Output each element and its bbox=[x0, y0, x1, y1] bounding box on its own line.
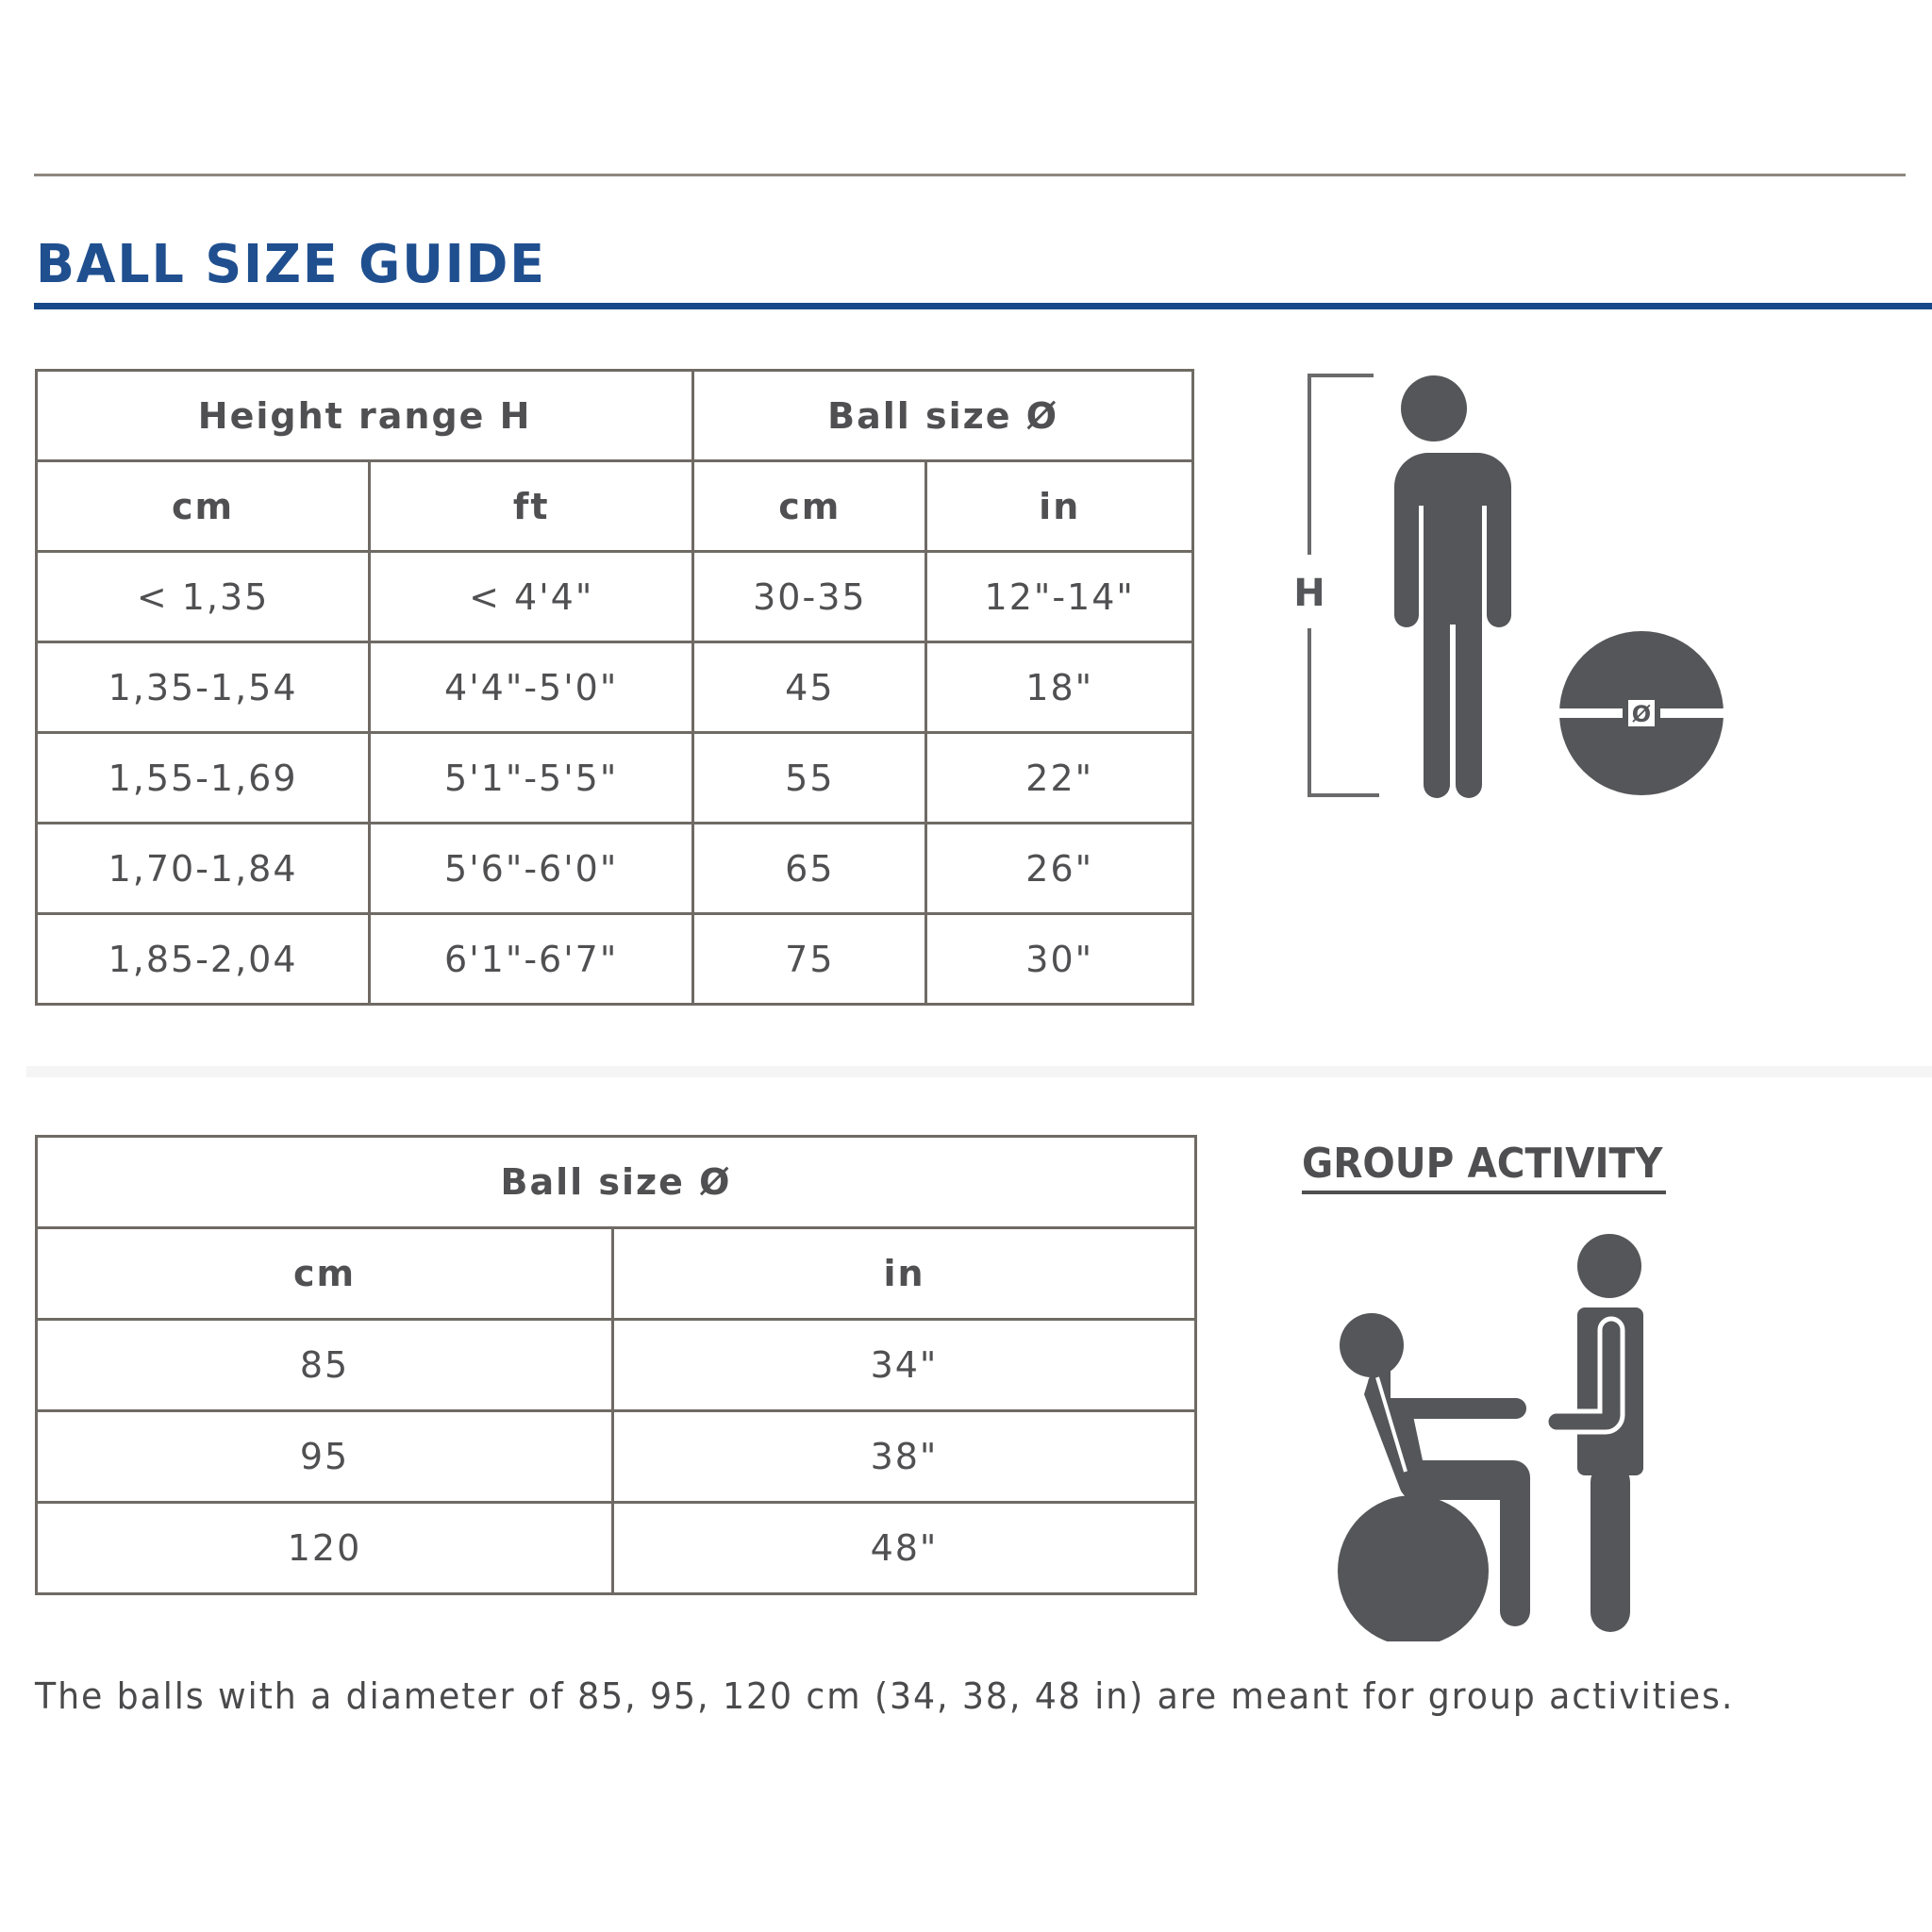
cell-ball-in: 38" bbox=[613, 1411, 1196, 1503]
group-activity-title: GROUP ACTIVITY bbox=[1302, 1140, 1663, 1188]
cell-ball-cm: 85 bbox=[37, 1320, 613, 1411]
height-ball-diagram bbox=[1292, 368, 1745, 811]
header-ball-cm: cm bbox=[693, 461, 926, 552]
cell-ball-in: 30" bbox=[926, 914, 1193, 1005]
page-title: BALL SIZE GUIDE bbox=[36, 234, 546, 295]
cell-ball-cm: 45 bbox=[693, 642, 926, 733]
cell-height-ft: 4'4"-5'0" bbox=[370, 642, 693, 733]
standing-person-icon bbox=[1546, 1234, 1643, 1632]
cell-height-ft: 5'6"-6'0" bbox=[370, 824, 693, 914]
cell-ball-cm: 120 bbox=[37, 1503, 613, 1594]
cell-height-cm: 1,55-1,69 bbox=[37, 733, 370, 824]
header-ball-in: in bbox=[926, 461, 1193, 552]
table-row bbox=[37, 914, 1193, 1005]
table-row bbox=[37, 552, 1193, 642]
table-row bbox=[37, 733, 1193, 824]
cell-ball-cm: 65 bbox=[693, 824, 926, 914]
cell-ball-in: 48" bbox=[613, 1503, 1196, 1594]
cell-height-ft: 6'1"-6'7" bbox=[370, 914, 693, 1005]
cell-ball-cm: 75 bbox=[693, 914, 926, 1005]
title-underline bbox=[34, 303, 1932, 309]
height-ball-size-table bbox=[35, 369, 1194, 1006]
cell-height-cm: < 1,35 bbox=[37, 552, 370, 642]
table-group-header-row bbox=[37, 371, 1193, 461]
standing-person-icon bbox=[1391, 375, 1511, 798]
header-ball-size: Ball size Ø bbox=[693, 371, 1193, 461]
table-row bbox=[37, 642, 1193, 733]
diameter-label: Ø bbox=[1631, 701, 1652, 727]
cell-ball-in: 26" bbox=[926, 824, 1193, 914]
cell-height-cm: 1,70-1,84 bbox=[37, 824, 370, 914]
table-row bbox=[37, 824, 1193, 914]
top-divider bbox=[34, 174, 1906, 176]
seated-person-on-ball-icon bbox=[1338, 1313, 1530, 1641]
group-activity-underline bbox=[1302, 1191, 1666, 1194]
table-row bbox=[37, 1503, 1196, 1594]
cell-ball-in: 34" bbox=[613, 1320, 1196, 1411]
header-height-range: Height range H bbox=[37, 371, 693, 461]
cell-ball-in: 18" bbox=[926, 642, 1193, 733]
footnote: The balls with a diameter of 85, 95, 120 cm (34, 38, 48 in) are meant for group activities. bbox=[35, 1675, 1735, 1717]
cell-ball-cm: 95 bbox=[37, 1411, 613, 1503]
group-ball-size-table bbox=[35, 1135, 1197, 1595]
header-ball-cm: cm bbox=[37, 1228, 613, 1320]
cell-height-ft: 5'1"-5'5" bbox=[370, 733, 693, 824]
table-row bbox=[37, 1320, 1196, 1411]
cell-ball-cm: 30-35 bbox=[693, 552, 926, 642]
cell-ball-in: 22" bbox=[926, 733, 1193, 824]
cell-ball-cm: 55 bbox=[693, 733, 926, 824]
table-row bbox=[37, 1411, 1196, 1503]
exercise-ball-icon bbox=[1559, 631, 1724, 795]
cell-height-cm: 1,35-1,54 bbox=[37, 642, 370, 733]
cell-height-ft: < 4'4" bbox=[370, 552, 693, 642]
header-ball-size: Ball size Ø bbox=[37, 1137, 1196, 1228]
table-group-header-row bbox=[37, 1137, 1196, 1228]
section-divider bbox=[26, 1066, 1932, 1077]
header-ball-in: in bbox=[613, 1228, 1196, 1320]
table-unit-header-row bbox=[37, 461, 1193, 552]
table-unit-header-row bbox=[37, 1228, 1196, 1320]
cell-height-cm: 1,85-2,04 bbox=[37, 914, 370, 1005]
header-height-cm: cm bbox=[37, 461, 370, 552]
group-activity-icon bbox=[1311, 1217, 1707, 1641]
cell-ball-in: 12"-14" bbox=[926, 552, 1193, 642]
header-height-ft: ft bbox=[370, 461, 693, 552]
height-label: H bbox=[1293, 572, 1325, 615]
